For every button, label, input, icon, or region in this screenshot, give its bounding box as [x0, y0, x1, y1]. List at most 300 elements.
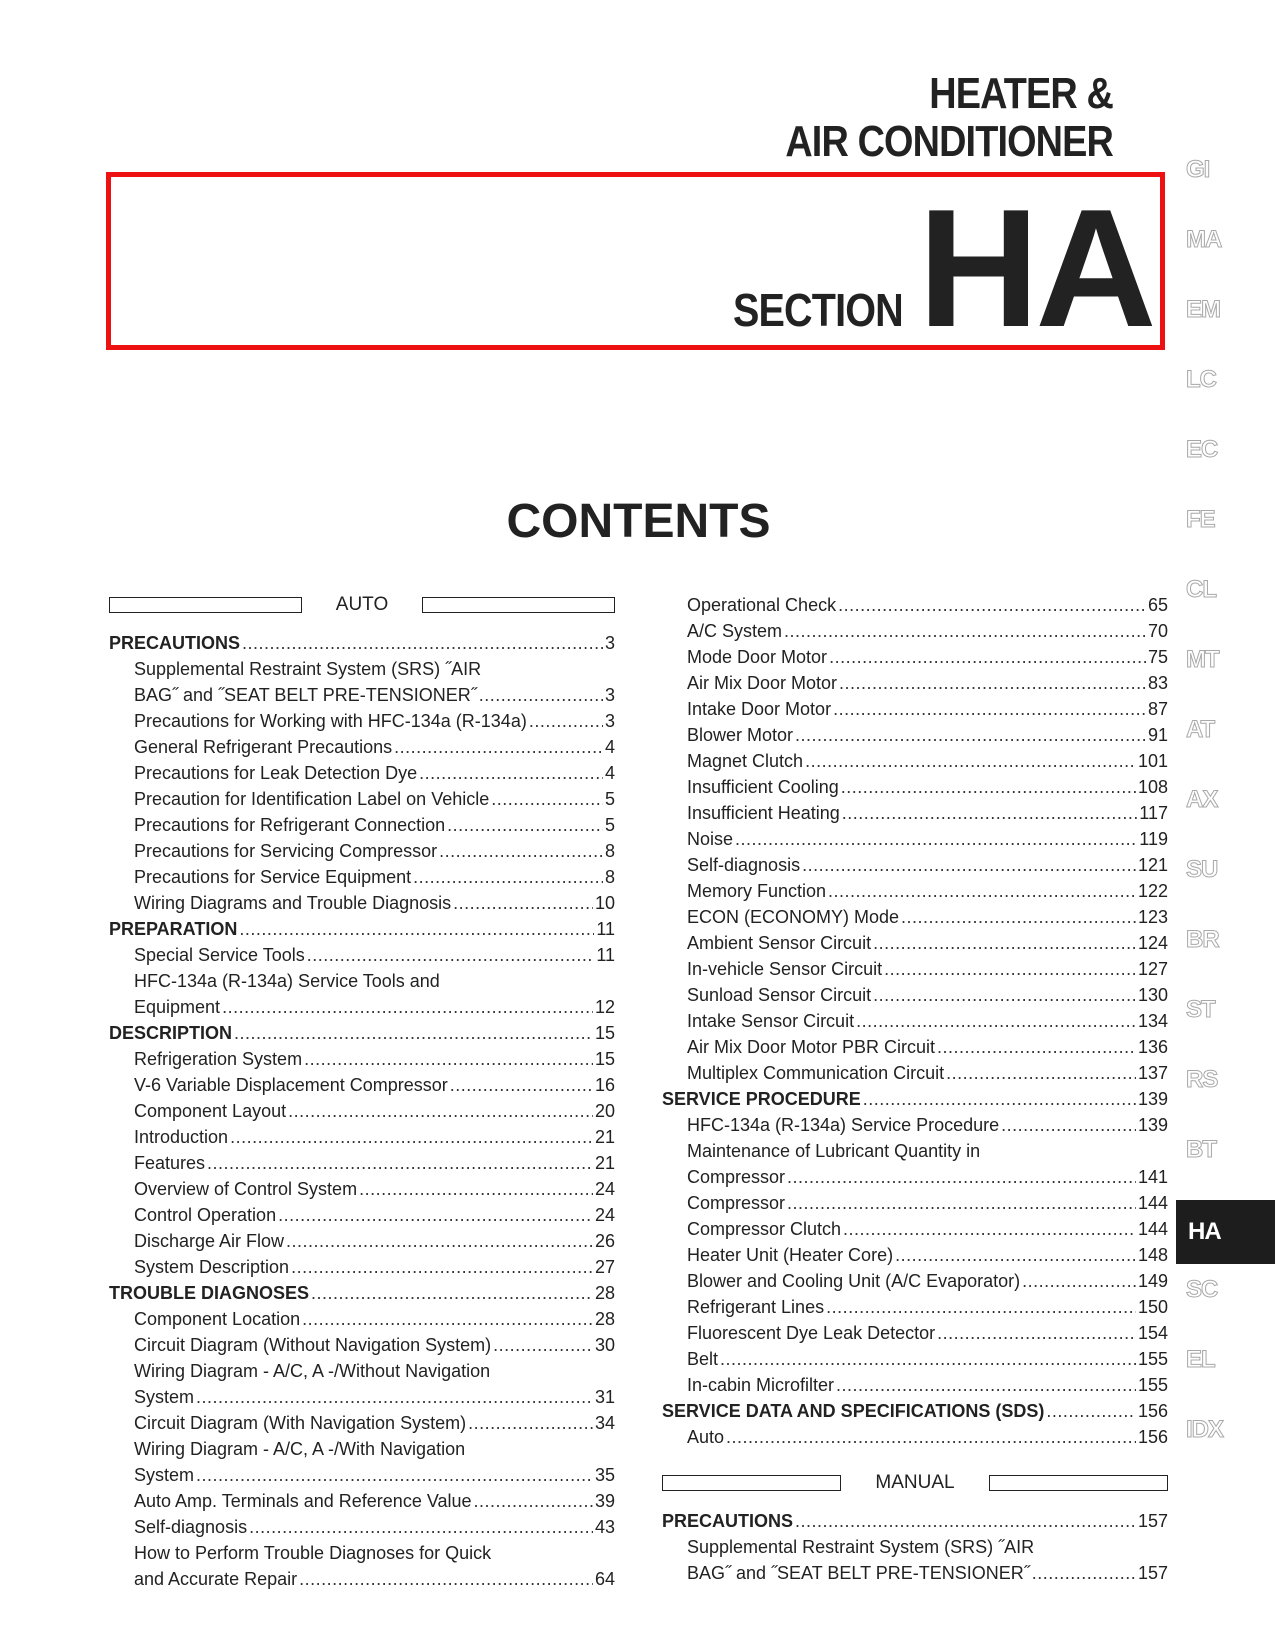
toc-page-number: 64 [594, 1569, 615, 1589]
toc-entry[interactable] [662, 1560, 1168, 1586]
divider-bar [662, 1475, 841, 1491]
toc-page-number: 21 [594, 1127, 615, 1147]
toc-entry-title[interactable]: Features [134, 1153, 206, 1173]
toc-entry-title[interactable]: General Refrigerant Precautions [134, 737, 393, 757]
toc-entry-title[interactable]: Intake Sensor Circuit [687, 1011, 855, 1031]
toc-page-number: 139 [1137, 1115, 1168, 1135]
toc-entry[interactable] [662, 1320, 1168, 1346]
toc-page-number: 11 [596, 919, 615, 939]
toc-entry-title[interactable]: SERVICE PROCEDURE [662, 1089, 861, 1109]
toc-entry-title[interactable]: Supplemental Restraint System (SRS) ˝AIR [687, 1537, 1035, 1557]
toc-page-number: 119 [1139, 829, 1168, 849]
toc-page-number: 8 [604, 867, 615, 887]
toc-page-number: 108 [1137, 777, 1168, 797]
toc-page-number: 121 [1137, 855, 1168, 875]
contents-heading: CONTENTS [506, 495, 771, 548]
toc-entry[interactable] [109, 838, 615, 864]
toc-section-heading[interactable] [662, 1086, 1168, 1112]
dot-leader [805, 748, 1136, 774]
toc-page-number: 30 [594, 1335, 615, 1355]
toc-entry[interactable] [662, 1164, 1168, 1190]
toc-page-number: 4 [604, 763, 615, 783]
toc-entry[interactable] [662, 878, 1168, 904]
toc-page-number: 26 [594, 1231, 615, 1251]
toc-entry-title[interactable]: Insufficient Heating [687, 803, 840, 823]
dot-leader [937, 1320, 1136, 1346]
toc-entry[interactable] [662, 748, 1168, 774]
toc-entry[interactable] [662, 1216, 1168, 1242]
toc-entry-title[interactable]: System Description [134, 1257, 290, 1277]
toc-entry[interactable] [662, 644, 1168, 670]
section-tab-idx[interactable]: IDX [1186, 1416, 1224, 1443]
toc-entry-title[interactable]: Wiring Diagram - A/C, A -/With Navigation [134, 1439, 466, 1459]
toc-entry[interactable] [662, 1424, 1168, 1450]
dot-leader [447, 812, 603, 838]
section-tab-at[interactable]: AT [1186, 716, 1215, 743]
toc-right-list [662, 592, 1168, 1450]
divider-bar [989, 1475, 1168, 1491]
toc-entry[interactable] [109, 682, 615, 708]
toc-page-number: 154 [1137, 1323, 1168, 1343]
toc-page-number: 149 [1137, 1271, 1168, 1291]
toc-left-list [109, 630, 615, 1592]
toc-entry-title[interactable]: Precautions for Working with HFC-134a (R-134a) [134, 711, 527, 731]
section-label: SECTION [733, 284, 903, 336]
toc-entry[interactable] [109, 1540, 615, 1566]
toc-entry[interactable] [109, 1176, 615, 1202]
dot-leader [196, 1462, 593, 1488]
dot-leader [286, 1228, 593, 1254]
toc-page-number: 124 [1137, 933, 1168, 953]
toc-entry[interactable] [662, 774, 1168, 800]
toc-entry-title[interactable]: PRECAUTIONS [662, 1511, 794, 1531]
toc-entry-title[interactable]: HFC-134a (R-134a) Service Procedure [687, 1115, 1000, 1135]
toc-left-column [109, 592, 615, 1592]
dot-leader [884, 956, 1136, 982]
section-tab-mt[interactable]: MT [1186, 646, 1219, 673]
toc-entry[interactable] [109, 942, 615, 968]
toc-entry-title[interactable]: Wiring Diagrams and Trouble Diagnosis [134, 893, 452, 913]
dot-leader [833, 696, 1146, 722]
toc-page-number: 144 [1137, 1193, 1168, 1213]
toc-entry[interactable] [662, 1138, 1168, 1164]
toc-entry[interactable] [109, 734, 615, 760]
toc-entry[interactable] [109, 708, 615, 734]
toc-entry-title[interactable]: Belt [687, 1349, 719, 1369]
section-tab-lc[interactable]: LC [1186, 366, 1216, 393]
toc-entry-title[interactable]: Blower Motor [687, 725, 794, 745]
toc-page-number: 70 [1147, 621, 1168, 641]
toc-entry-title[interactable]: HFC-134a (R-134a) Service Tools and [134, 971, 440, 991]
dot-leader [787, 1190, 1136, 1216]
divider-bar [109, 597, 302, 613]
toc-page-number: 8 [604, 841, 615, 861]
dot-leader [230, 1124, 593, 1150]
toc-entry-title[interactable]: How to Perform Trouble Diagnoses for Quick [134, 1543, 492, 1563]
toc-entry[interactable] [109, 760, 615, 786]
toc-entry-title[interactable]: Compressor [687, 1167, 786, 1187]
section-tab-br[interactable]: BR [1186, 926, 1219, 953]
toc-entry[interactable] [662, 904, 1168, 930]
toc-entry-title[interactable]: PRECAUTIONS [109, 633, 241, 653]
toc-entry[interactable] [109, 1332, 615, 1358]
toc-entry-title[interactable]: Refrigerant Lines [687, 1297, 825, 1317]
section-tab-cl[interactable]: CL [1186, 576, 1216, 603]
dot-leader [299, 1566, 593, 1592]
dot-leader [493, 1332, 593, 1358]
section-tab-ma[interactable]: MA [1186, 226, 1222, 253]
dot-leader [802, 852, 1136, 878]
toc-entry[interactable] [662, 800, 1168, 826]
toc-entry-title[interactable]: Precautions for Servicing Compressor [134, 841, 438, 861]
toc-entry-title[interactable]: Multiplex Communication Circuit [687, 1063, 945, 1083]
toc-entry[interactable] [109, 1358, 615, 1384]
toc-entry-title[interactable]: Precautions for Refrigerant Connection [134, 815, 446, 835]
toc-entry[interactable] [662, 1112, 1168, 1138]
toc-entry[interactable] [662, 670, 1168, 696]
dot-leader [234, 1020, 593, 1046]
section-tab-strip [1180, 150, 1275, 1480]
toc-page-number: 155 [1137, 1349, 1168, 1369]
dot-leader [839, 670, 1146, 696]
section-code: HA [918, 174, 1153, 362]
toc-page-number: 3 [604, 633, 615, 653]
dot-leader [450, 1072, 593, 1098]
toc-entry[interactable] [109, 890, 615, 916]
auto-divider-label: AUTO [335, 594, 389, 615]
toc-entry[interactable] [662, 592, 1168, 618]
dot-leader [239, 916, 594, 942]
toc-entry[interactable] [109, 864, 615, 890]
toc-entry[interactable] [662, 930, 1168, 956]
toc-page-number: 10 [594, 893, 615, 913]
toc-page-number: 12 [594, 997, 615, 1017]
toc-entry-title[interactable]: Maintenance of Lubricant Quantity in [687, 1141, 981, 1161]
toc-entry[interactable] [109, 994, 615, 1020]
toc-entry[interactable] [662, 722, 1168, 748]
manual-divider-label: MANUAL [875, 1472, 955, 1493]
dot-leader [863, 1086, 1136, 1112]
toc-page-number: 20 [594, 1101, 615, 1121]
toc-entry-title[interactable]: Compressor Clutch [687, 1219, 842, 1239]
dot-leader [207, 1150, 593, 1176]
toc-right-column [662, 592, 1168, 1586]
dot-leader [873, 930, 1136, 956]
toc-section-heading[interactable] [109, 1280, 615, 1306]
toc-entry[interactable] [109, 1046, 615, 1072]
divider-bar [422, 597, 615, 613]
dot-leader [419, 760, 603, 786]
toc-entry-title[interactable]: Fluorescent Dye Leak Detector [687, 1323, 936, 1343]
dot-leader [873, 982, 1136, 1008]
dot-leader [474, 1488, 593, 1514]
toc-page-number: 15 [594, 1049, 615, 1069]
toc-page-number: 28 [594, 1283, 615, 1303]
toc-page-number: 3 [604, 685, 615, 705]
toc-page-number: 21 [594, 1153, 615, 1173]
dot-leader [278, 1202, 593, 1228]
toc-entry[interactable] [662, 696, 1168, 722]
section-tab-sc[interactable]: SC [1186, 1276, 1218, 1303]
toc-section-heading[interactable] [109, 916, 615, 942]
toc-entry-title[interactable]: Circuit Diagram (With Navigation System) [134, 1413, 467, 1433]
toc-entry-title[interactable]: Control Operation [134, 1205, 277, 1225]
toc-entry[interactable] [662, 1008, 1168, 1034]
section-tab-em[interactable]: EM [1186, 296, 1220, 323]
toc-entry-title[interactable]: PREPARATION [109, 919, 238, 939]
dot-leader [453, 890, 593, 916]
toc-entry-title[interactable]: Precautions for Service Equipment [134, 867, 412, 887]
toc-entry-title[interactable]: In-vehicle Sensor Circuit [687, 959, 883, 979]
toc-entry[interactable] [109, 656, 615, 682]
toc-entry[interactable] [109, 1462, 615, 1488]
toc-page-number: 123 [1137, 907, 1168, 927]
toc-entry-title[interactable]: Memory Function [687, 881, 827, 901]
section-tab-ec[interactable]: EC [1186, 436, 1218, 463]
dot-leader [413, 864, 603, 890]
dot-leader [795, 722, 1146, 748]
toc-entry-title[interactable]: BAG˝ and ˝SEAT BELT PRE-TENSIONER˝ [687, 1563, 1030, 1583]
toc-page-number: 65 [1147, 595, 1168, 615]
section-tab-bt[interactable]: BT [1186, 1136, 1216, 1163]
toc-entry-title[interactable]: Precautions for Leak Detection Dye [134, 763, 418, 783]
toc-entry-title[interactable]: Heater Unit (Heater Core) [687, 1245, 894, 1265]
dot-leader [1001, 1112, 1136, 1138]
toc-entry[interactable] [109, 1228, 615, 1254]
toc-entry[interactable] [109, 1098, 615, 1124]
dot-leader [784, 618, 1146, 644]
toc-entry[interactable] [109, 1384, 615, 1410]
toc-page-number: 156 [1137, 1427, 1168, 1447]
dot-leader [1032, 1560, 1136, 1586]
toc-entry[interactable] [662, 852, 1168, 878]
toc-entry[interactable] [109, 786, 615, 812]
toc-entry-title[interactable]: Overview of Control System [134, 1179, 358, 1199]
toc-entry[interactable] [109, 1124, 615, 1150]
toc-page-number: 141 [1137, 1167, 1168, 1187]
toc-entry-title[interactable]: Operational Check [687, 595, 837, 615]
dot-leader [720, 1346, 1136, 1372]
toc-page-number: 5 [604, 815, 615, 835]
auto-divider [109, 592, 615, 618]
dot-leader [242, 630, 603, 656]
toc-entry-title[interactable]: Equipment [134, 997, 221, 1017]
toc-section-heading[interactable] [109, 630, 615, 656]
dot-leader [829, 644, 1146, 670]
toc-page-number: 31 [594, 1387, 615, 1407]
toc-page-number: 34 [594, 1413, 615, 1433]
dot-leader [491, 786, 603, 812]
toc-page-number: 11 [596, 945, 615, 965]
toc-entry-title[interactable]: Component Layout [134, 1101, 287, 1121]
dot-leader [288, 1098, 593, 1124]
toc-entry-title[interactable]: Supplemental Restraint System (SRS) ˝AIR [134, 659, 482, 679]
dot-leader [302, 1306, 593, 1332]
toc-entry-title[interactable]: Precaution for Identification Label on Vehicle [134, 789, 490, 809]
section-tab-st[interactable]: ST [1186, 996, 1215, 1023]
dot-leader [787, 1164, 1136, 1190]
title-line-1: HEATER & [929, 69, 1113, 118]
toc-page-number: 27 [594, 1257, 615, 1277]
toc-manual-list [662, 1508, 1168, 1586]
dot-leader [795, 1508, 1136, 1534]
toc-entry-title[interactable]: ECON (ECONOMY) Mode [687, 907, 900, 927]
toc-entry[interactable] [109, 1254, 615, 1280]
toc-entry-title[interactable]: Auto [687, 1427, 725, 1447]
dot-leader [895, 1242, 1136, 1268]
toc-entry[interactable] [109, 812, 615, 838]
section-tab-gi[interactable]: GI [1186, 156, 1210, 183]
toc-page-number: 144 [1137, 1219, 1168, 1239]
toc-entry[interactable] [109, 1072, 615, 1098]
toc-entry-title[interactable]: Auto Amp. Terminals and Reference Value [134, 1491, 472, 1511]
dot-leader [529, 708, 603, 734]
dot-leader [1022, 1268, 1136, 1294]
toc-entry[interactable] [662, 956, 1168, 982]
section-tab-ha[interactable]: HA [1176, 1200, 1275, 1264]
toc-entry-title[interactable]: Blower and Cooling Unit (A/C Evaporator) [687, 1271, 1021, 1291]
toc-page-number: 136 [1137, 1037, 1168, 1057]
toc-page-number: 15 [594, 1023, 615, 1043]
toc-page-number: 28 [594, 1309, 615, 1329]
toc-entry[interactable] [662, 1060, 1168, 1086]
toc-entry[interactable] [662, 618, 1168, 644]
toc-entry[interactable] [109, 968, 615, 994]
toc-entry-title[interactable]: System [134, 1465, 195, 1485]
toc-section-heading[interactable] [662, 1508, 1168, 1534]
dot-leader [479, 682, 603, 708]
section-tab-fe[interactable]: FE [1186, 506, 1215, 533]
toc-page-number: 4 [604, 737, 615, 757]
section-tab-ax[interactable]: AX [1186, 786, 1218, 813]
toc-entry[interactable] [662, 1294, 1168, 1320]
toc-entry-title[interactable]: Mode Door Motor [687, 647, 828, 667]
toc-entry-title[interactable]: Compressor [687, 1193, 786, 1213]
toc-entry[interactable] [109, 1436, 615, 1462]
dot-leader [843, 1216, 1136, 1242]
toc-entry-title[interactable]: Air Mix Door Motor PBR Circuit [687, 1037, 936, 1057]
toc-page-number: 83 [1147, 673, 1168, 693]
document-title [785, 70, 1113, 166]
toc-page-number: 35 [594, 1465, 615, 1485]
dot-leader [311, 1280, 593, 1306]
toc-entry-title[interactable]: Self-diagnosis [687, 855, 801, 875]
toc-entry-title[interactable]: Sunload Sensor Circuit [687, 985, 872, 1005]
toc-entry-title[interactable]: SERVICE DATA AND SPECIFICATIONS (SDS) [662, 1401, 1045, 1421]
toc-page-number: 127 [1137, 959, 1168, 979]
toc-page-number: 24 [594, 1179, 615, 1199]
toc-entry-title[interactable]: DESCRIPTION [109, 1023, 233, 1043]
dot-leader [856, 1008, 1136, 1034]
toc-page-number: 5 [604, 789, 615, 809]
dot-leader [222, 994, 593, 1020]
dot-leader [726, 1424, 1136, 1450]
toc-entry[interactable] [109, 1488, 615, 1514]
toc-page-number: 150 [1137, 1297, 1168, 1317]
toc-entry[interactable] [662, 1372, 1168, 1398]
toc-entry-title[interactable]: and Accurate Repair [134, 1569, 298, 1589]
toc-page-number: 139 [1137, 1089, 1168, 1109]
toc-entry-title[interactable]: TROUBLE DIAGNOSES [109, 1283, 310, 1303]
dot-leader [439, 838, 603, 864]
section-tab-rs[interactable]: RS [1186, 1066, 1218, 1093]
toc-entry[interactable] [109, 1410, 615, 1436]
toc-entry[interactable] [662, 1346, 1168, 1372]
title-line-2: AIR CONDITIONER [785, 117, 1113, 166]
toc-page-number: 130 [1137, 985, 1168, 1005]
toc-entry[interactable] [662, 1190, 1168, 1216]
toc-entry[interactable] [662, 982, 1168, 1008]
toc-entry[interactable] [662, 826, 1168, 852]
dot-leader [828, 878, 1136, 904]
dot-leader [841, 774, 1136, 800]
toc-entry-title[interactable]: In-cabin Microfilter [687, 1375, 835, 1395]
dot-leader [291, 1254, 593, 1280]
toc-entry-title[interactable]: Component Location [134, 1309, 301, 1329]
toc-entry-title[interactable]: Circuit Diagram (Without Navigation System) [134, 1335, 492, 1355]
toc-entry-title[interactable]: Refrigeration System [134, 1049, 303, 1069]
toc-entry-title[interactable]: Self-diagnosis [134, 1517, 248, 1537]
toc-entry[interactable] [662, 1034, 1168, 1060]
toc-entry[interactable] [109, 1514, 615, 1540]
dot-leader [826, 1294, 1136, 1320]
dot-leader [937, 1034, 1136, 1060]
toc-page-number: 157 [1137, 1511, 1168, 1531]
manual-divider [662, 1470, 1168, 1496]
toc-entry-title[interactable]: Special Service Tools [134, 945, 305, 965]
dot-leader [196, 1384, 593, 1410]
dot-leader [1046, 1398, 1136, 1424]
toc-entry-title[interactable]: Introduction [134, 1127, 229, 1147]
toc-entry-title[interactable]: Noise [687, 829, 734, 849]
toc-page-number: 43 [594, 1517, 615, 1537]
toc-entry[interactable] [662, 1242, 1168, 1268]
toc-section-heading[interactable] [109, 1020, 615, 1046]
toc-page-number: 3 [604, 711, 615, 731]
section-tab-su[interactable]: SU [1186, 856, 1218, 883]
toc-entry-title[interactable]: A/C System [687, 621, 783, 641]
toc-entry-title[interactable]: Wiring Diagram - A/C, A -/Without Navigation [134, 1361, 491, 1381]
dot-leader [304, 1046, 593, 1072]
toc-entry[interactable] [109, 1150, 615, 1176]
dot-leader [307, 942, 595, 968]
toc-entry[interactable] [662, 1268, 1168, 1294]
dot-leader [735, 826, 1137, 852]
dot-leader [901, 904, 1136, 930]
toc-section-heading[interactable] [662, 1398, 1168, 1424]
toc-entry-title[interactable]: Ambient Sensor Circuit [687, 933, 872, 953]
section-tab-el[interactable]: EL [1186, 1346, 1215, 1373]
toc-page-number: 157 [1137, 1563, 1168, 1583]
toc-entry-title[interactable]: Discharge Air Flow [134, 1231, 285, 1251]
toc-page-number: 87 [1147, 699, 1168, 719]
toc-entry[interactable] [109, 1306, 615, 1332]
toc-entry-title[interactable]: BAG˝ and ˝SEAT BELT PRE-TENSIONER˝ [134, 685, 477, 705]
toc-page-number: 75 [1147, 647, 1168, 667]
toc-entry-title[interactable]: Air Mix Door Motor [687, 673, 838, 693]
toc-entry[interactable] [662, 1534, 1168, 1560]
toc-page-number: 122 [1137, 881, 1168, 901]
toc-entry[interactable] [109, 1202, 615, 1228]
toc-entry-title[interactable]: Magnet Clutch [687, 751, 804, 771]
toc-entry-title[interactable]: Intake Door Motor [687, 699, 832, 719]
toc-entry-title[interactable]: System [134, 1387, 195, 1407]
dot-leader [836, 1372, 1136, 1398]
toc-entry[interactable] [109, 1566, 615, 1592]
toc-page-number: 91 [1147, 725, 1168, 745]
toc-entry-title[interactable]: V-6 Variable Displacement Compressor [134, 1075, 448, 1095]
toc-entry-title[interactable]: Insufficient Cooling [687, 777, 839, 797]
